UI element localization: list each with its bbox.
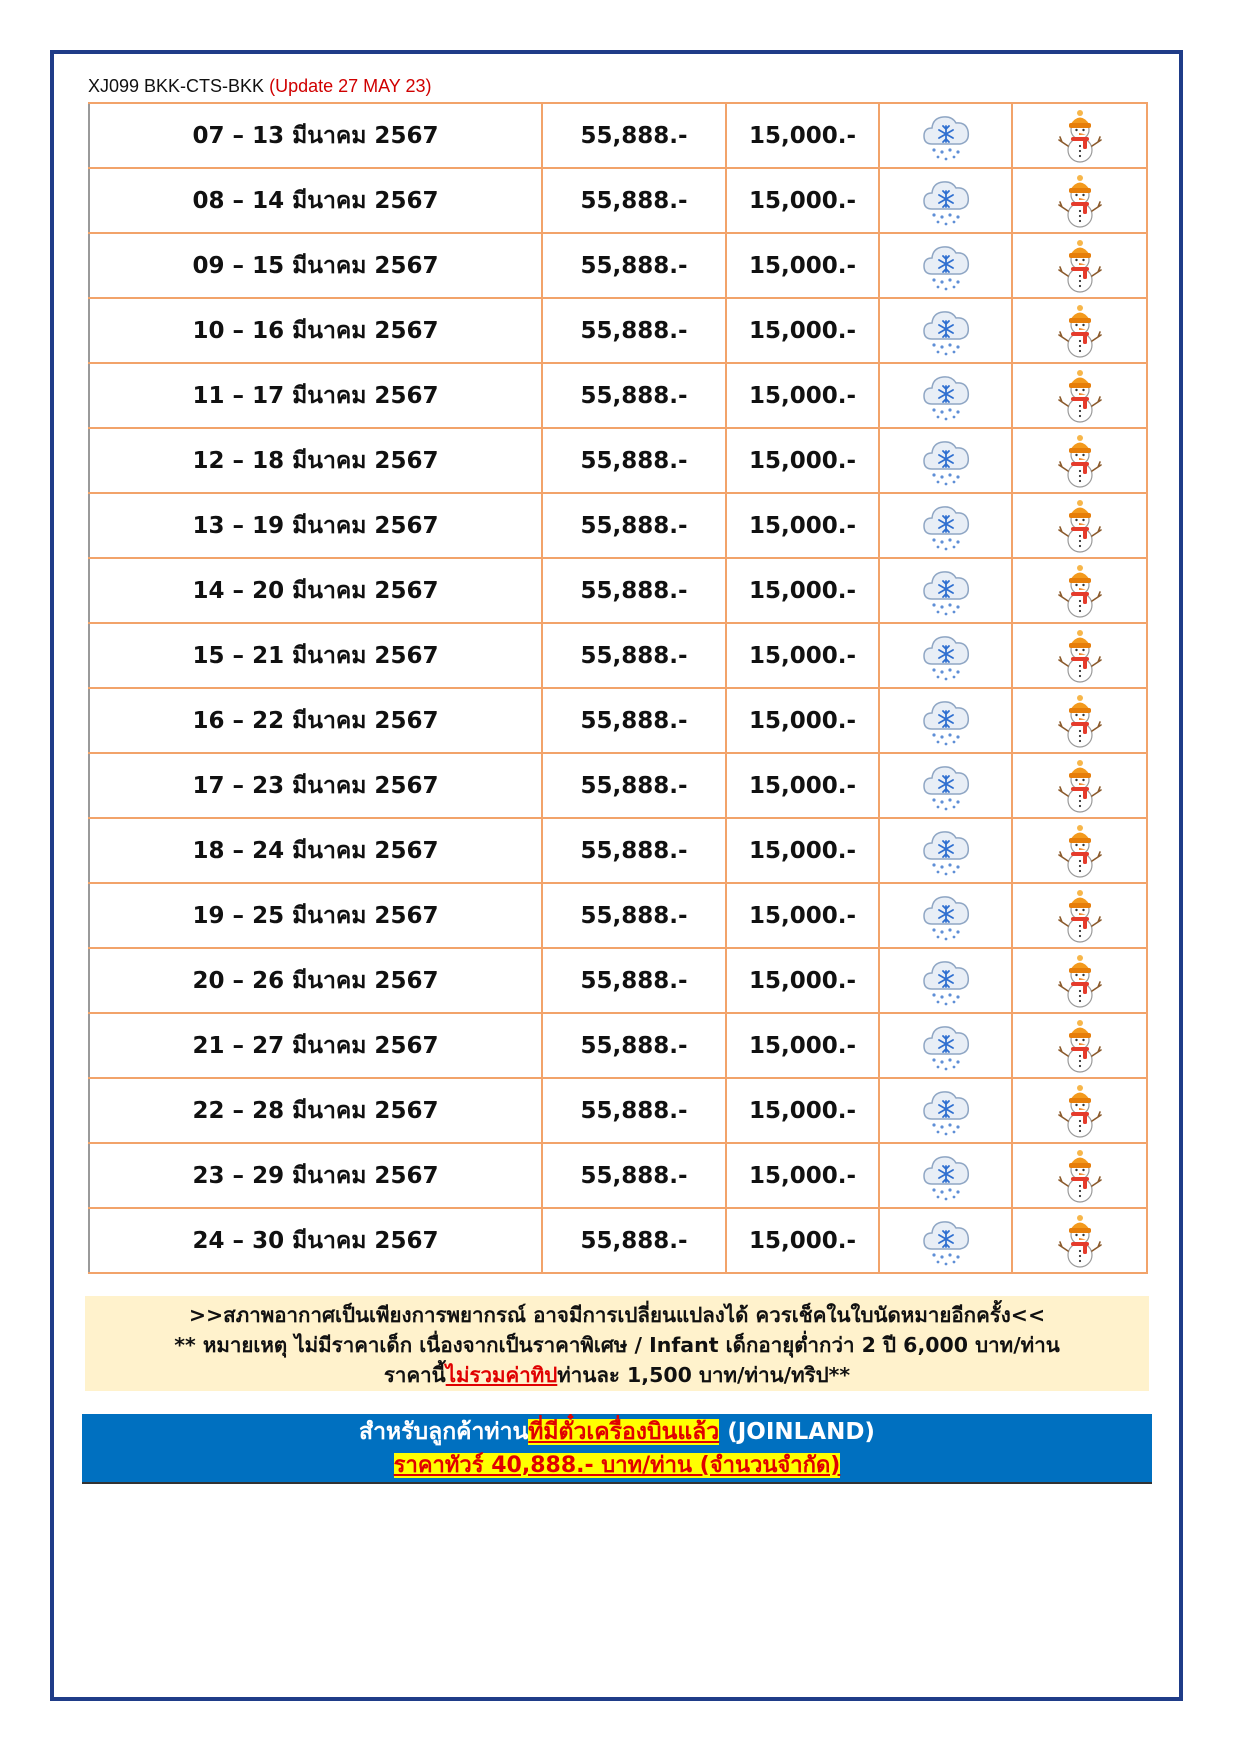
season-cell (1012, 753, 1147, 818)
adult-price: 55,888.- (542, 1143, 726, 1208)
snowman-icon (1054, 1148, 1106, 1204)
weather-cell (879, 1078, 1012, 1143)
snowman-icon (1054, 368, 1106, 424)
weather-cell (879, 753, 1012, 818)
weather-cell (879, 168, 1012, 233)
weather-cell (879, 623, 1012, 688)
season-cell (1012, 1013, 1147, 1078)
snowman-icon (1054, 238, 1106, 294)
travel-dates: 14 – 20 มีนาคม 2567 (89, 558, 542, 623)
promo-line-2 (82, 1449, 1152, 1482)
adult-price: 55,888.- (542, 558, 726, 623)
snow-cloud-icon (920, 628, 972, 684)
travel-dates: 12 – 18 มีนาคม 2567 (89, 428, 542, 493)
adult-price: 55,888.- (542, 688, 726, 753)
adult-price: 55,888.- (542, 1078, 726, 1143)
table-row (89, 298, 1147, 363)
adult-price: 55,888.- (542, 818, 726, 883)
snowman-icon (1054, 888, 1106, 944)
adult-price: 55,888.- (542, 493, 726, 558)
travel-dates: 18 – 24 มีนาคม 2567 (89, 818, 542, 883)
snow-cloud-icon (920, 693, 972, 749)
promo-highlight: ที่มีตั๋วเครื่องบินแล้ว (528, 1419, 720, 1445)
single-supplement: 15,000.- (726, 1078, 879, 1143)
table-row (89, 493, 1147, 558)
travel-dates: 16 – 22 มีนาคม 2567 (89, 688, 542, 753)
single-supplement: 15,000.- (726, 1208, 879, 1273)
travel-dates: 21 – 27 มีนาคม 2567 (89, 1013, 542, 1078)
single-supplement: 15,000.- (726, 1143, 879, 1208)
snow-cloud-icon (920, 1148, 972, 1204)
snow-cloud-icon (920, 823, 972, 879)
single-supplement: 15,000.- (726, 428, 879, 493)
travel-dates: 15 – 21 มีนาคม 2567 (89, 623, 542, 688)
weather-note: >>สภาพอากาศเป็นเพียงการพยากรณ์ อาจมีการเปลี่ยนแปลงได้ ควรเช็คในใบนัดหมายอีกครั้ง<< (188, 1303, 1046, 1327)
travel-dates: 08 – 14 มีนาคม 2567 (89, 168, 542, 233)
travel-dates: 11 – 17 มีนาคม 2567 (89, 363, 542, 428)
snow-cloud-icon (920, 303, 972, 359)
season-cell (1012, 363, 1147, 428)
tip-note-highlight: ไม่รวมค่าทิป (445, 1363, 558, 1387)
weather-cell (879, 103, 1012, 168)
snow-cloud-icon (920, 498, 972, 554)
snowman-icon (1054, 1083, 1106, 1139)
adult-price: 55,888.- (542, 1208, 726, 1273)
tip-note (85, 1360, 1149, 1390)
adult-price: 55,888.- (542, 428, 726, 493)
table-row (89, 168, 1147, 233)
update-date: (Update 27 MAY 23) (269, 76, 432, 96)
weather-cell (879, 883, 1012, 948)
snow-cloud-icon (920, 173, 972, 229)
snow-cloud-icon (920, 238, 972, 294)
price-table (88, 102, 1148, 1274)
single-supplement: 15,000.- (726, 688, 879, 753)
season-cell (1012, 623, 1147, 688)
adult-price: 55,888.- (542, 363, 726, 428)
travel-dates: 19 – 25 มีนาคม 2567 (89, 883, 542, 948)
adult-price: 55,888.- (542, 948, 726, 1013)
adult-price: 55,888.- (542, 623, 726, 688)
travel-dates: 24 – 30 มีนาคม 2567 (89, 1208, 542, 1273)
snow-cloud-icon (920, 758, 972, 814)
single-supplement: 15,000.- (726, 623, 879, 688)
table-row (89, 688, 1147, 753)
season-cell (1012, 1078, 1147, 1143)
table-row (89, 1143, 1147, 1208)
season-cell (1012, 493, 1147, 558)
season-cell (1012, 298, 1147, 363)
season-cell (1012, 428, 1147, 493)
snowman-icon (1054, 823, 1106, 879)
snowman-icon (1054, 953, 1106, 1009)
table-row (89, 1078, 1147, 1143)
table-row (89, 558, 1147, 623)
child-price-note: ** หมายเหตุ ไม่มีราคาเด็ก เนื่องจากเป็นราคาพิเศษ / Infant เด็กอายุต่ำกว่า 2 ปี 6,000 บาท/ท่าน (174, 1333, 1060, 1357)
tour-code: XJ099 BKK-CTS-BKK (88, 76, 265, 96)
snowman-icon (1054, 498, 1106, 554)
weather-cell (879, 1208, 1012, 1273)
table-row (89, 883, 1147, 948)
snow-cloud-icon (920, 953, 972, 1009)
travel-dates: 13 – 19 มีนาคม 2567 (89, 493, 542, 558)
season-cell (1012, 948, 1147, 1013)
tip-note-prefix: ราคานี้ (383, 1363, 446, 1387)
single-supplement: 15,000.- (726, 168, 879, 233)
travel-dates: 10 – 16 มีนาคม 2567 (89, 298, 542, 363)
snowman-icon (1054, 1213, 1106, 1269)
weather-cell (879, 1013, 1012, 1078)
weather-cell (879, 298, 1012, 363)
single-supplement: 15,000.- (726, 1013, 879, 1078)
document-header (88, 76, 432, 97)
table-row (89, 103, 1147, 168)
single-supplement: 15,000.- (726, 818, 879, 883)
snowman-icon (1054, 628, 1106, 684)
weather-cell (879, 818, 1012, 883)
joinland-promo-banner (82, 1414, 1152, 1484)
single-supplement: 15,000.- (726, 753, 879, 818)
snow-cloud-icon (920, 888, 972, 944)
adult-price: 55,888.- (542, 103, 726, 168)
weather-cell (879, 1143, 1012, 1208)
table-row (89, 1208, 1147, 1273)
travel-dates: 07 – 13 มีนาคม 2567 (89, 103, 542, 168)
snow-cloud-icon (920, 108, 972, 164)
snow-cloud-icon (920, 1018, 972, 1074)
weather-cell (879, 428, 1012, 493)
table-row (89, 233, 1147, 298)
snow-cloud-icon (920, 1213, 972, 1269)
weather-cell (879, 233, 1012, 298)
adult-price: 55,888.- (542, 753, 726, 818)
travel-dates: 20 – 26 มีนาคม 2567 (89, 948, 542, 1013)
season-cell (1012, 1143, 1147, 1208)
season-cell (1012, 1208, 1147, 1273)
table-row (89, 948, 1147, 1013)
snowman-icon (1054, 1018, 1106, 1074)
single-supplement: 15,000.- (726, 493, 879, 558)
snowman-icon (1054, 108, 1106, 164)
single-supplement: 15,000.- (726, 363, 879, 428)
snowman-icon (1054, 433, 1106, 489)
single-supplement: 15,000.- (726, 883, 879, 948)
snow-cloud-icon (920, 433, 972, 489)
adult-price: 55,888.- (542, 298, 726, 363)
weather-cell (879, 493, 1012, 558)
season-cell (1012, 233, 1147, 298)
single-supplement: 15,000.- (726, 558, 879, 623)
snow-cloud-icon (920, 563, 972, 619)
weather-cell (879, 363, 1012, 428)
single-supplement: 15,000.- (726, 298, 879, 363)
table-row (89, 363, 1147, 428)
travel-dates: 09 – 15 มีนาคม 2567 (89, 233, 542, 298)
season-cell (1012, 168, 1147, 233)
notes-box (85, 1296, 1149, 1391)
snow-cloud-icon (920, 368, 972, 424)
snow-cloud-icon (920, 1083, 972, 1139)
table-row (89, 428, 1147, 493)
table-row (89, 818, 1147, 883)
season-cell (1012, 558, 1147, 623)
promo-price: ราคาทัวร์ 40,888.- บาท/ท่าน (จำนวนจำกัด) (393, 1453, 841, 1478)
adult-price: 55,888.- (542, 1013, 726, 1078)
single-supplement: 15,000.- (726, 948, 879, 1013)
season-cell (1012, 103, 1147, 168)
promo-line-1 (82, 1414, 1152, 1449)
weather-cell (879, 948, 1012, 1013)
snowman-icon (1054, 173, 1106, 229)
snowman-icon (1054, 563, 1106, 619)
table-row (89, 623, 1147, 688)
adult-price: 55,888.- (542, 883, 726, 948)
promo-prefix: สำหรับลูกค้าท่าน (359, 1419, 529, 1445)
single-supplement: 15,000.- (726, 233, 879, 298)
single-supplement: 15,000.- (726, 103, 879, 168)
adult-price: 55,888.- (542, 233, 726, 298)
snowman-icon (1054, 758, 1106, 814)
travel-dates: 17 – 23 มีนาคม 2567 (89, 753, 542, 818)
season-cell (1012, 688, 1147, 753)
table-row (89, 1013, 1147, 1078)
season-cell (1012, 883, 1147, 948)
weather-cell (879, 558, 1012, 623)
weather-cell (879, 688, 1012, 753)
season-cell (1012, 818, 1147, 883)
adult-price: 55,888.- (542, 168, 726, 233)
promo-suffix: (JOINLAND) (719, 1419, 875, 1445)
snowman-icon (1054, 303, 1106, 359)
tip-note-suffix: ท่านละ 1,500 บาท/ท่าน/ทริป** (557, 1363, 851, 1387)
travel-dates: 23 – 29 มีนาคม 2567 (89, 1143, 542, 1208)
snowman-icon (1054, 693, 1106, 749)
table-row (89, 753, 1147, 818)
travel-dates: 22 – 28 มีนาคม 2567 (89, 1078, 542, 1143)
